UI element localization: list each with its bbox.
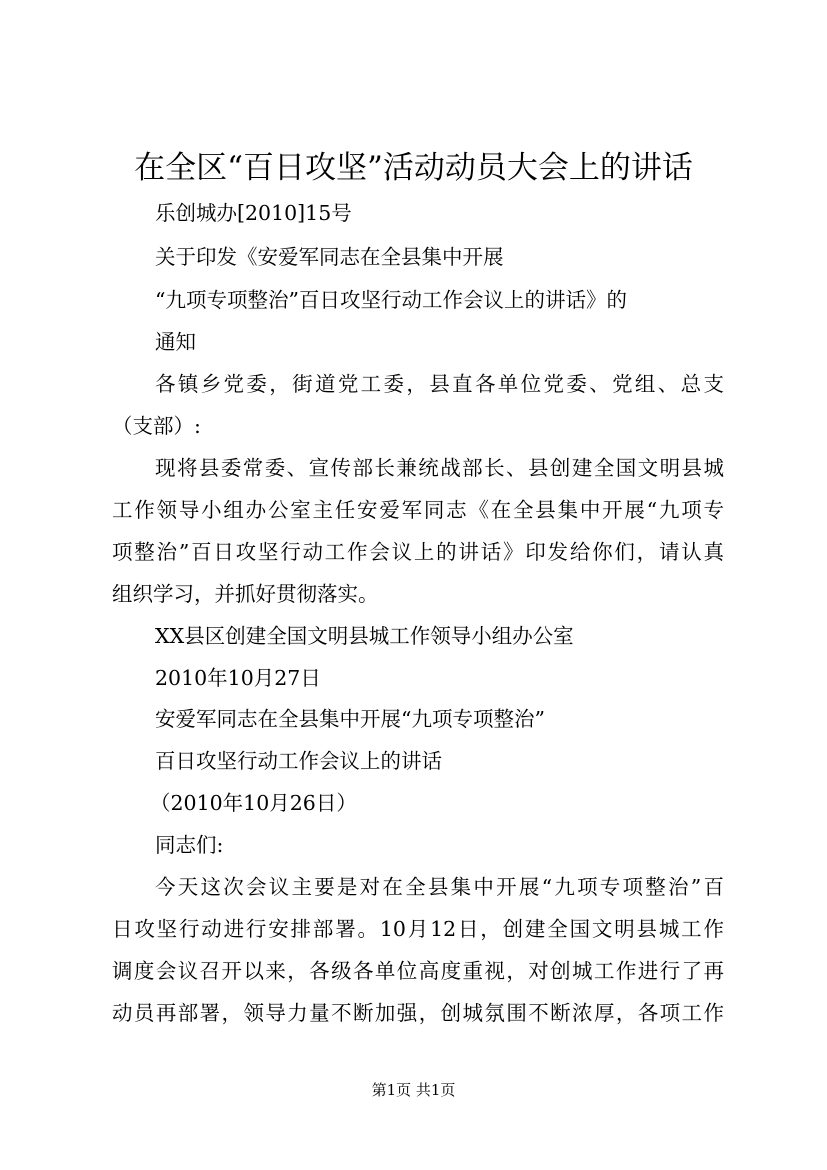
document-title: 在全区“百日攻坚”活动动员大会上的讲话 bbox=[134, 150, 693, 186]
body-paragraph-1-line-1: 现将县委常委、宣传部长兼统战部长、县创建全国文明县城 bbox=[155, 456, 724, 480]
speech-title-line-2: 百日攻坚行动工作会议上的讲话 bbox=[155, 749, 442, 773]
speech-paragraph-line-3: 调度会议召开以来，各级各单位高度重视，对创城工作进行了再 bbox=[112, 959, 724, 983]
page-number-footer: 第1页 共1页 bbox=[371, 1081, 456, 1099]
notice-heading-line-3: 通知 bbox=[155, 330, 196, 354]
body-paragraph-1-line-2: 工作领导小组办公室主任安爱军同志《在全县集中开展“九项专 bbox=[112, 498, 724, 522]
notice-heading-line-1: 关于印发《安爱军同志在全县集中开展 bbox=[155, 245, 504, 269]
speech-paragraph-line-4: 动员再部署，领导力量不断加强，创城氛围不断浓厚，各项工作 bbox=[112, 1001, 724, 1025]
speech-paragraph-line-2: 日攻坚行动进行安排部署。10月12日，创建全国文明县城工作 bbox=[112, 917, 724, 941]
speech-title-line-1: 安爱军同志在全县集中开展“九项专项整治” bbox=[155, 707, 545, 731]
recipients-line-2: （支部）: bbox=[112, 414, 201, 438]
body-paragraph-1-line-4: 组织学习，并抓好贯彻落实。 bbox=[112, 582, 379, 606]
issuing-office: XX县区创建全国文明县城工作领导小组办公室 bbox=[155, 624, 574, 648]
salutation: 同志们: bbox=[155, 833, 224, 857]
speech-paragraph-line-1: 今天这次会议主要是对在全县集中开展“九项专项整治”百 bbox=[155, 875, 724, 899]
document-number: 乐创城办[2010]15号 bbox=[155, 201, 352, 225]
body-paragraph-1-line-3: 项整治”百日攻坚行动工作会议上的讲话》印发给你们，请认真 bbox=[112, 540, 724, 564]
issue-date: 2010年10月27日 bbox=[155, 666, 321, 690]
notice-heading-line-2: “九项专项整治”百日攻坚行动工作会议上的讲话》的 bbox=[155, 288, 627, 312]
recipients-line-1: 各镇乡党委，街道党工委，县直各单位党委、党组、总支 bbox=[155, 372, 724, 396]
speech-date: （2010年10月26日） bbox=[150, 791, 357, 815]
